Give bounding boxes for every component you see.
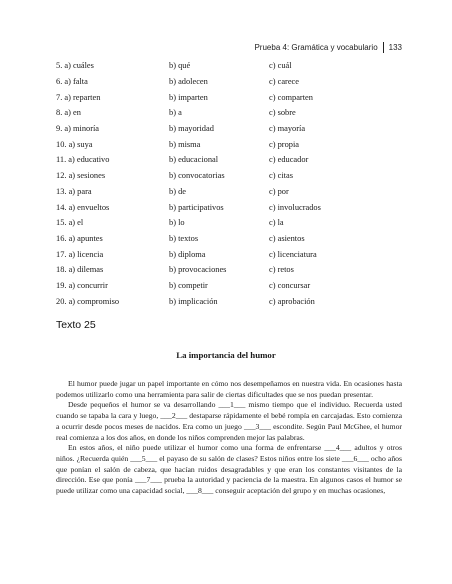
option-c: c) propia — [269, 139, 299, 149]
option-b: b) participativos — [169, 202, 224, 212]
answer-options-list — [56, 58, 402, 309]
paragraph: En estos años, el niño puede utilizar el humor como una forma de enfrentarse ___4___ adultos y otros niños. ¿Recuerda quién ___5___ el payaso de su salón de clases? Estos niños entre los siete ___6___ ocho años que ponían el salón de cabeza, que hacían ruidos desagradables y que eran los constantes visitantes de la dirección. Ese que ponía ___7___ prueba la autoridad y paciencia de la maestra. En algunos casos el humor se puede utilizar como una capacidad social, ___8___ conseguir aceptación del grupo y en muchas ocasiones, — [56, 443, 402, 496]
paragraph: Desde pequeños el humor se va desarrollando ___1___ mismo tiempo que el individuo. Recuerda usted cuando se tapaba la cara y luego, ___2___ destaparse rápidamente el bebé rompía en carcajadas. Esto comienza a ocurrir desde pocos meses de nacidos. Era como un juego ___3___ escondite. Según Paul McGhee, el humor real comienza a los dos años, en donde los niños comprenden mejor las palabras. — [56, 400, 402, 442]
option-c: c) mayoría — [269, 124, 306, 134]
option-b: b) qué — [169, 61, 191, 71]
option-a: 11. a) educativo — [56, 155, 110, 165]
option-b: b) lo — [169, 218, 185, 228]
option-a: 6. a) falta — [56, 77, 88, 87]
option-c: c) la — [269, 218, 284, 228]
option-c: c) aprobación — [269, 296, 315, 306]
option-c: c) comparten — [269, 92, 313, 102]
option-a: 15. a) el — [56, 218, 84, 228]
option-a: 16. a) apuntes — [56, 233, 103, 243]
option-row — [56, 278, 402, 294]
running-title: Prueba 4: Gramática y vocabulario — [254, 43, 378, 52]
option-row — [56, 215, 402, 231]
option-c: c) carece — [269, 77, 299, 87]
option-a: 10. a) suya — [56, 139, 93, 149]
option-b: b) convocatorias — [169, 171, 225, 181]
option-a: 17. a) licencia — [56, 249, 104, 259]
option-row — [56, 58, 402, 74]
option-row — [56, 184, 402, 200]
reading-body — [56, 379, 402, 497]
option-row — [56, 262, 402, 278]
option-a: 19. a) concurrir — [56, 280, 108, 290]
option-c: c) asientos — [269, 233, 305, 243]
option-row — [56, 168, 402, 184]
option-c: c) concursar — [269, 280, 311, 290]
option-c: c) cuál — [269, 61, 292, 71]
option-b: b) competir — [169, 280, 208, 290]
option-b: b) diploma — [169, 249, 206, 259]
option-a: 7. a) reparten — [56, 92, 101, 102]
section-heading: Texto 25 — [56, 319, 96, 331]
reading-title: La importancia del humor — [176, 350, 276, 360]
option-c: c) retos — [269, 265, 294, 275]
option-b: b) educacional — [169, 155, 219, 165]
option-a: 20. a) compromiso — [56, 296, 120, 306]
paragraph: El humor puede jugar un papel importante en cómo nos desempeñamos en nuestra vida. En ocasiones hasta podemos utilizarlo como una herramienta para salir de ciertas dificultades que se nos puedan presentar. — [56, 379, 402, 399]
option-c: c) licenciatura — [269, 249, 317, 259]
option-b: b) implicación — [169, 296, 218, 306]
option-c: c) sobre — [269, 108, 296, 118]
option-row — [56, 199, 402, 215]
option-row — [56, 246, 402, 262]
option-row — [56, 293, 402, 309]
option-b: b) mayoridad — [169, 124, 214, 134]
option-a: 9. a) minoría — [56, 124, 100, 134]
option-b: b) misma — [169, 139, 201, 149]
option-a: 14. a) envueltos — [56, 202, 110, 212]
option-row — [56, 89, 402, 105]
page-number: 133 — [388, 43, 402, 52]
option-row — [56, 231, 402, 247]
option-a: 5. a) cuáles — [56, 61, 94, 71]
option-b: b) a — [169, 108, 182, 118]
option-row — [56, 152, 402, 168]
option-b: b) imparten — [169, 92, 208, 102]
option-b: b) adolecen — [169, 77, 208, 87]
option-b: b) textos — [169, 233, 199, 243]
option-c: c) involucrados — [269, 202, 321, 212]
option-row — [56, 136, 402, 152]
option-c: c) educador — [269, 155, 309, 165]
option-c: c) citas — [269, 171, 293, 181]
option-b: b) de — [169, 186, 186, 196]
running-header — [254, 42, 402, 53]
option-row — [56, 105, 402, 121]
option-a: 13. a) para — [56, 186, 92, 196]
option-row — [56, 74, 402, 90]
option-c: c) por — [269, 186, 289, 196]
option-b: b) provocaciones — [169, 265, 227, 275]
option-a: 12. a) sesiones — [56, 171, 106, 181]
option-a: 8. a) en — [56, 108, 81, 118]
header-divider — [383, 42, 384, 53]
option-a: 18. a) dilemas — [56, 265, 104, 275]
option-row — [56, 121, 402, 137]
